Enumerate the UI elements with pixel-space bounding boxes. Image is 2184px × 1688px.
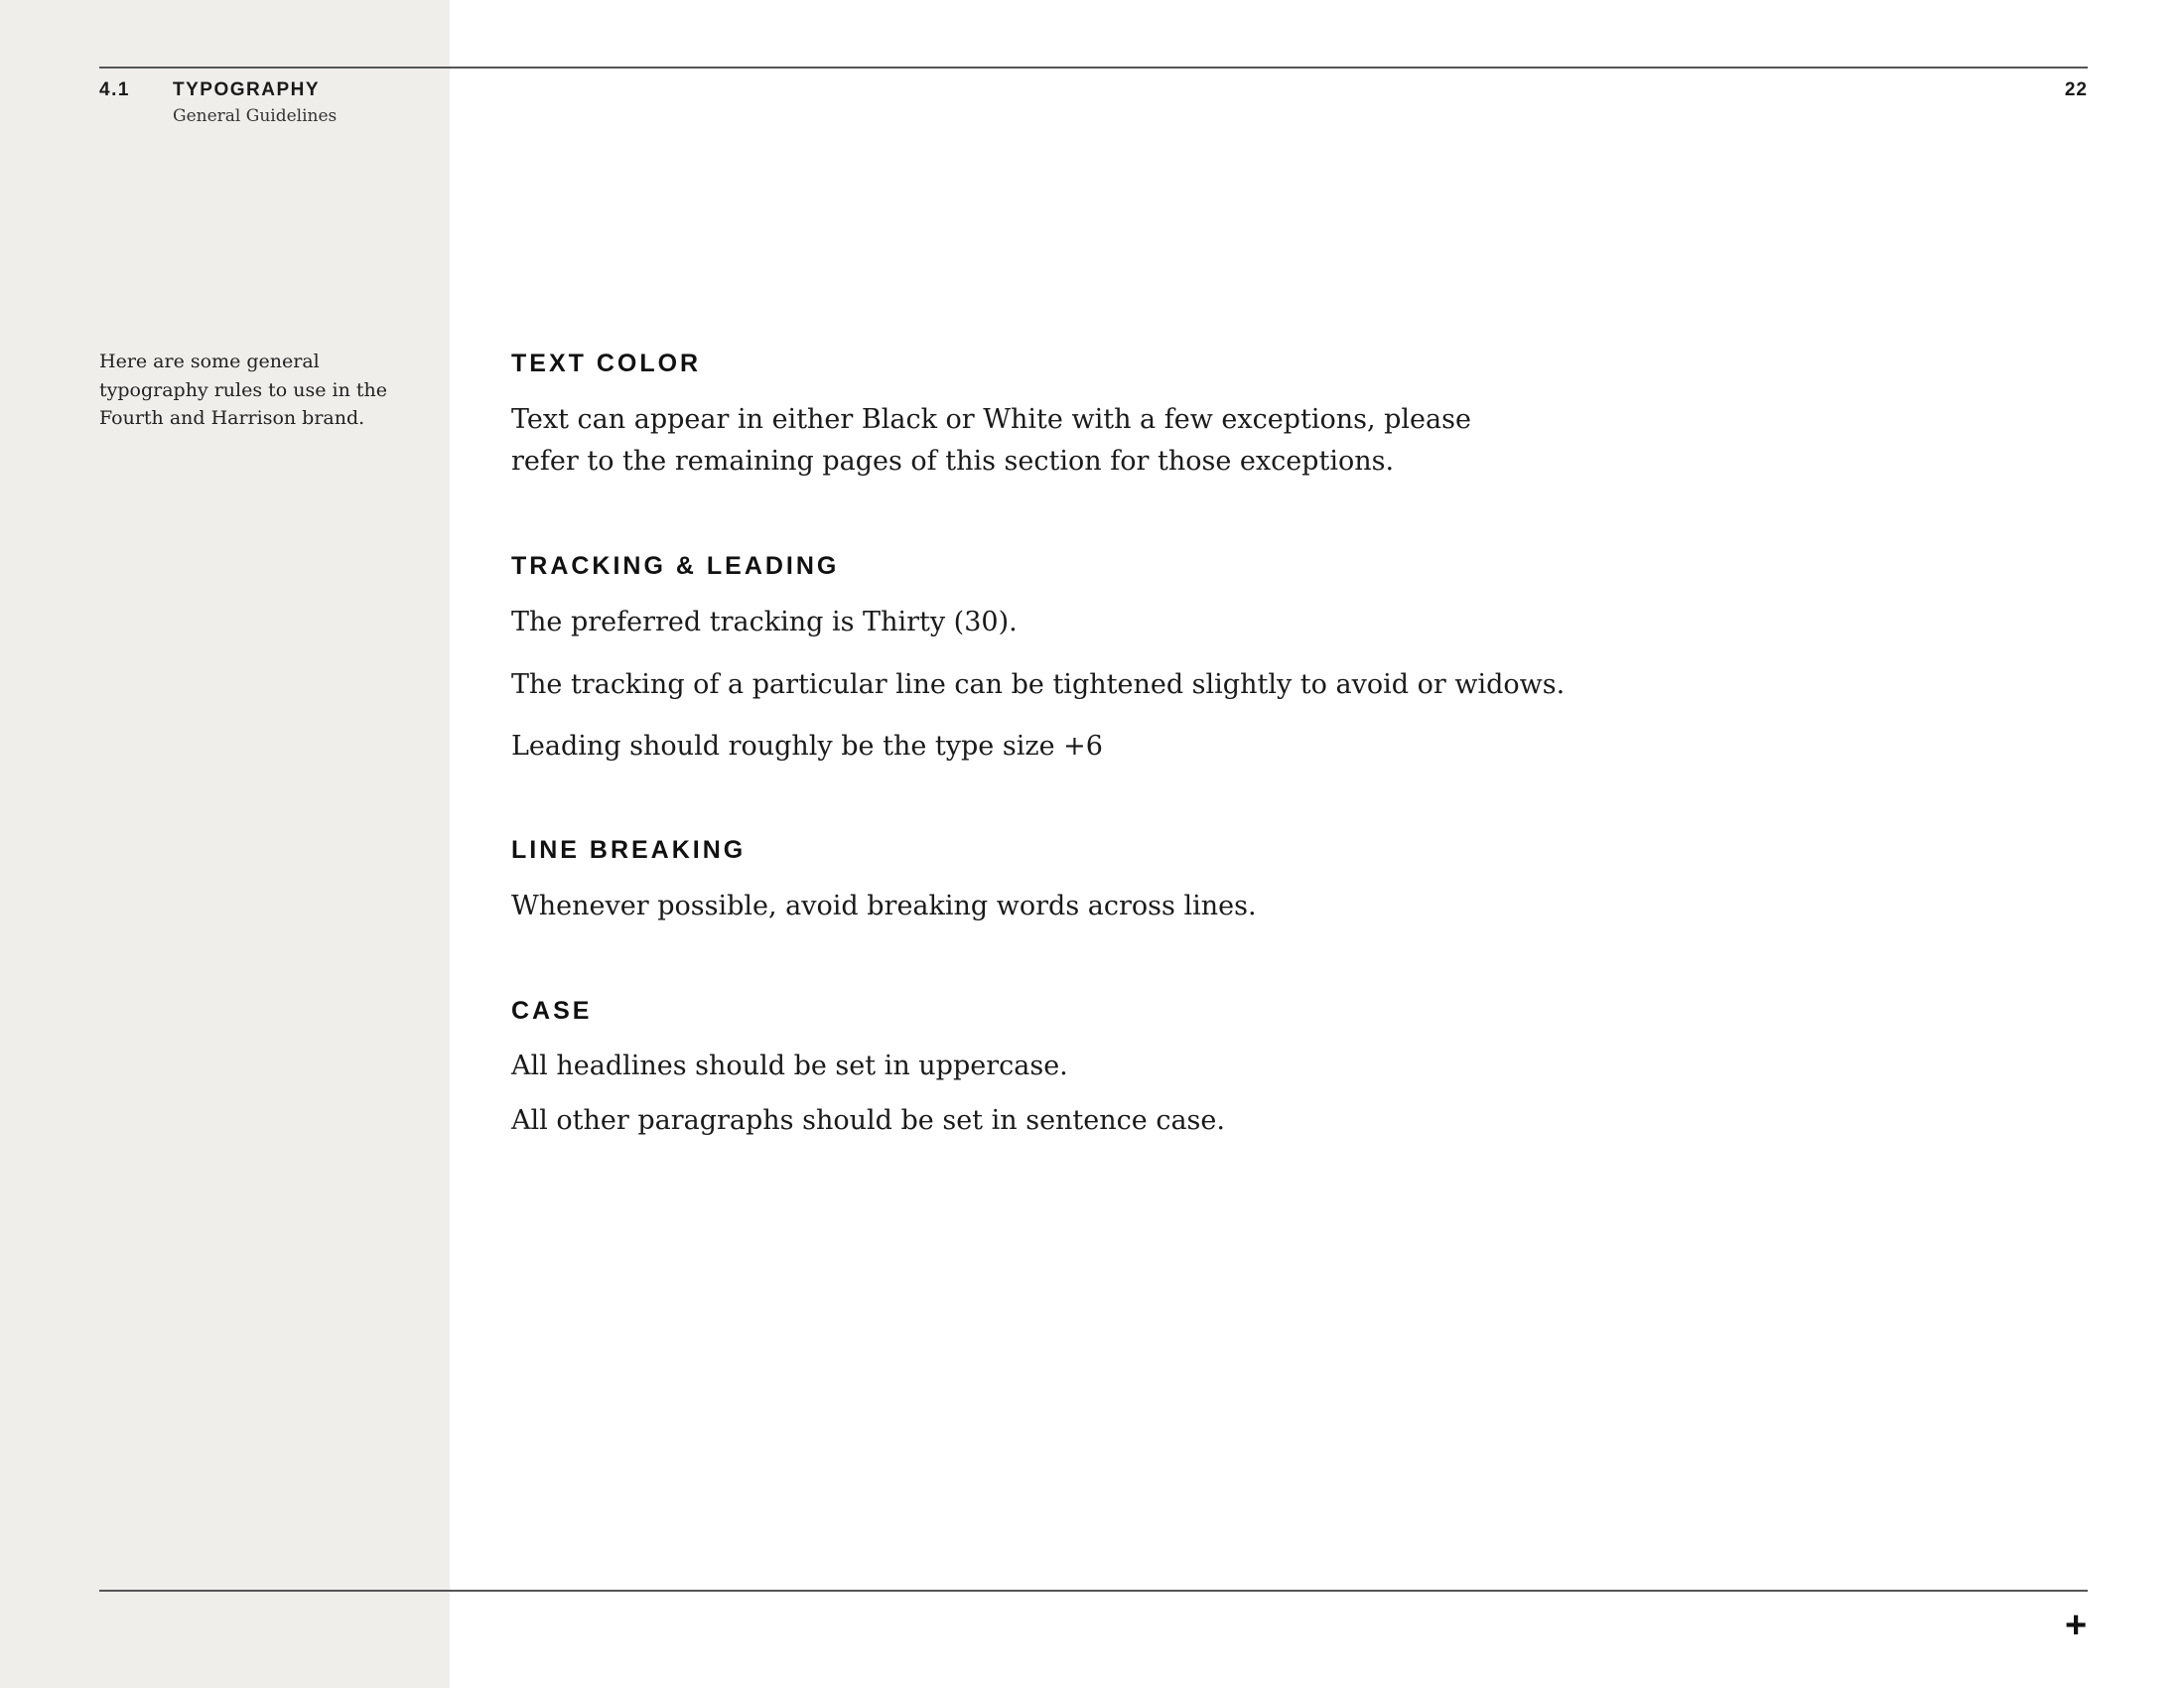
text-color-paragraph: Text can appear in either Black or White with a few exceptions, please refer to the remaining pages of this section for those exceptions. (511, 404, 1471, 477)
header-rule (99, 67, 2088, 69)
page-number: 22 (2064, 79, 2088, 100)
tracking-paragraph-3: Leading should roughly be the type size +6 (511, 731, 1103, 762)
heading-tracking-leading: TRACKING & LEADING (511, 552, 840, 580)
heading-case: CASE (511, 997, 593, 1025)
heading-line-breaking: LINE BREAKING (511, 836, 747, 864)
footer-rule (99, 1590, 2088, 1592)
sidebar-panel (0, 0, 450, 1688)
case-paragraph-1: All headlines should be set in uppercase. (511, 1051, 1068, 1081)
plus-icon: + (2065, 1605, 2088, 1646)
case-paragraph-2: All other paragraphs should be set in sentence case. (511, 1105, 1225, 1136)
section-subtitle: General Guidelines (173, 106, 338, 126)
tracking-paragraph-1: The preferred tracking is Thirty (30). (511, 607, 1018, 637)
heading-text-color: TEXT COLOR (511, 350, 702, 377)
sidebar-note: Here are some general typography rules to use in the Fourth and Harrison brand. (99, 351, 388, 429)
tracking-paragraph-2: The tracking of a particular line can be tightened slightly to avoid or widows. (511, 669, 1566, 700)
section-title: TYPOGRAPHY (173, 79, 321, 100)
line-breaking-paragraph: Whenever possible, avoid breaking words across lines. (511, 891, 1257, 921)
section-number: 4.1 (99, 79, 130, 100)
